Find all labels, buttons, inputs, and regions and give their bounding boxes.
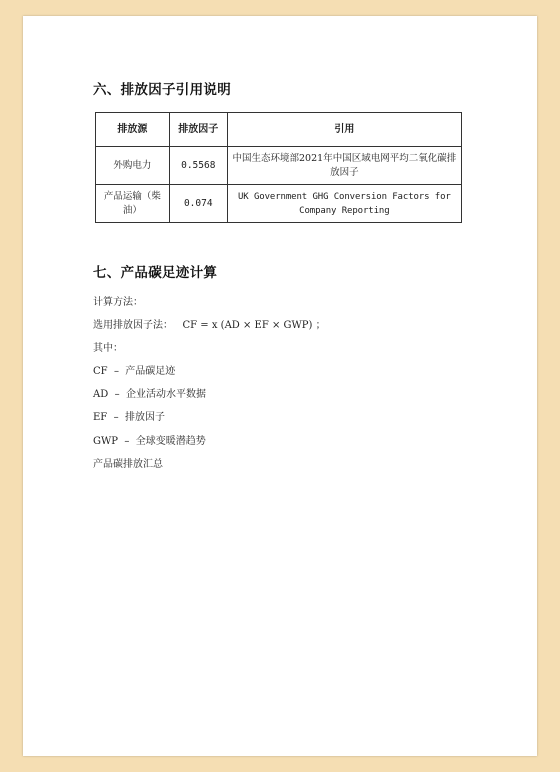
where-label: 其中： <box>93 343 123 355</box>
table-header-row <box>96 113 462 147</box>
definition-ef: EF – 排放因子 <box>93 412 165 424</box>
definition-cf: CF – 产品碳足迹 <box>93 366 176 378</box>
definition-gwp: GWP – 全球变暖潜趋势 <box>93 435 206 447</box>
column-header-source: 排放源 <box>96 113 170 147</box>
table-row <box>96 185 462 223</box>
cell-source: 外购电力 <box>96 147 170 185</box>
cell-reference: 中国生态环境部2021年中国区域电网平均二氧化碳排放因子 <box>227 147 461 185</box>
document-page <box>23 16 537 756</box>
table-row <box>96 147 462 185</box>
column-header-reference: 引用 <box>227 113 461 147</box>
cell-factor: 0.5568 <box>169 147 227 185</box>
section-6-heading: 六、排放因子引用说明 <box>93 82 231 98</box>
cell-source: 产品运输（柴油） <box>96 185 170 223</box>
section-7-heading: 七、产品碳足迹计算 <box>93 265 218 281</box>
cell-reference: UK Government GHG Conversion Factors for Company Reporting <box>227 185 461 223</box>
calculation-method-text <box>93 296 326 481</box>
definition-ad: AD – 企业活动水平数据 <box>93 389 206 401</box>
formula-line: 选用排放因子法： CF = x (AD × EF × GWP) ； <box>93 320 326 332</box>
emission-factor-table <box>95 112 462 223</box>
method-label: 计算方法： <box>93 297 143 308</box>
cell-factor: 0.074 <box>169 185 227 223</box>
column-header-factor: 排放因子 <box>169 113 227 147</box>
summary-label: 产品碳排放汇总 <box>93 458 163 470</box>
